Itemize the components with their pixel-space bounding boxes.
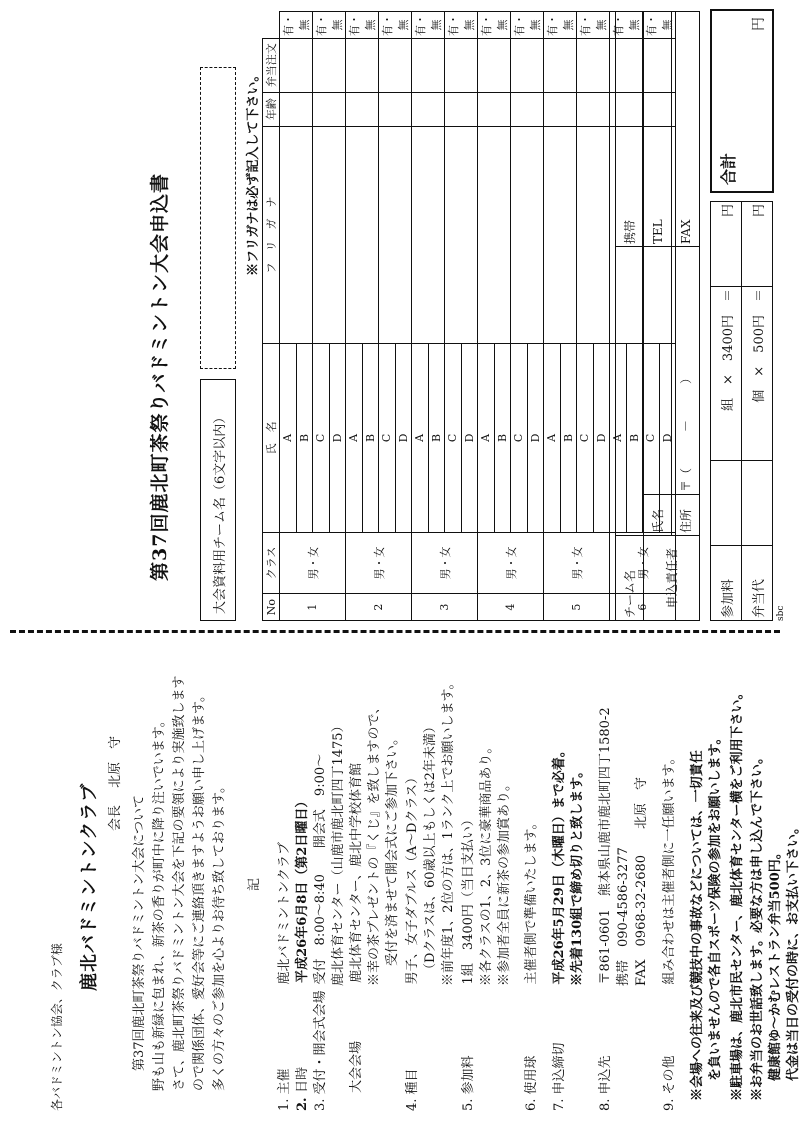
- kana-note: ※フリガナは必ず記入して下さい。: [246, 68, 261, 276]
- class-option[interactable]: A: [412, 344, 429, 533]
- age-input[interactable]: [313, 39, 346, 93]
- application-form: [10, 11, 786, 621]
- item-date: 2. 日時平成26年6月8日（第2日曜日）: [295, 794, 310, 1111]
- item-fee-line: ※各クラスの1、2、3位に豪華商品あり。: [479, 740, 494, 986]
- class-option[interactable]: C: [379, 344, 396, 533]
- header-age: 年齢: [263, 92, 280, 126]
- age-input[interactable]: [511, 39, 544, 93]
- contact-tel[interactable]: TEL: [644, 12, 672, 247]
- table-row: [511, 12, 528, 621]
- team-name-label-box: [200, 379, 236, 621]
- header-name: 氏 名: [263, 344, 280, 533]
- footer-mark: sbc: [776, 605, 786, 621]
- bento-choice[interactable]: 有・無: [511, 12, 544, 39]
- entry-amount[interactable]: 円: [711, 202, 742, 287]
- bento-choice[interactable]: 有・無: [445, 12, 478, 39]
- age-input[interactable]: [412, 39, 445, 93]
- team-name-input[interactable]: [200, 67, 236, 369]
- item-events-line: ※前年度1、2位の方は、1ランク上でお願いします。: [441, 676, 456, 986]
- kana-input[interactable]: [445, 92, 478, 126]
- class-option[interactable]: A: [478, 344, 495, 533]
- item-deadline-line: ※先着130組で締め切りと致します。: [570, 764, 585, 986]
- class-option[interactable]: D: [593, 344, 610, 533]
- note-line: 健康館ゆ～かむレストラン弁当500円。: [768, 846, 783, 1081]
- fee-table: [710, 201, 773, 621]
- class-option[interactable]: D: [527, 344, 544, 533]
- name-input[interactable]: [412, 126, 445, 343]
- name-input[interactable]: [445, 126, 478, 343]
- table-header: [263, 12, 280, 621]
- kana-input[interactable]: [511, 92, 544, 126]
- table-row: [379, 12, 396, 621]
- representative: [106, 736, 126, 831]
- row-number: 3: [412, 594, 478, 621]
- class-option[interactable]: B: [560, 344, 577, 533]
- age-input[interactable]: [379, 39, 412, 93]
- bento-count-input[interactable]: [742, 461, 773, 546]
- name-input[interactable]: [577, 126, 610, 343]
- class-option[interactable]: A: [280, 344, 297, 533]
- bento-choice[interactable]: 有・無: [544, 12, 577, 39]
- age-input[interactable]: [544, 39, 577, 93]
- gender-selector[interactable]: 男・女: [346, 532, 412, 594]
- row-number: 6: [610, 594, 676, 621]
- bento-choice[interactable]: 有・無: [610, 12, 643, 39]
- age-input[interactable]: [577, 39, 610, 93]
- contact-applicant-label: 申込責任者: [644, 536, 700, 621]
- kana-input[interactable]: [544, 92, 577, 126]
- form-title: 第37回鹿北町茶祭りバドミントン大会申込書: [149, 172, 171, 581]
- class-option[interactable]: C: [313, 344, 330, 533]
- item-fee-line: ※参加者全員に新茶の参加賞あり。: [497, 777, 512, 986]
- age-input[interactable]: [346, 39, 379, 93]
- age-input[interactable]: [445, 39, 478, 93]
- class-option[interactable]: B: [428, 344, 445, 533]
- item-contact-line: 携帯 090-4586-3277: [616, 847, 631, 986]
- note-line: ※会場への往来及び競技中の事故などについては、一切責任: [690, 750, 705, 1101]
- intro-line: 野も山も新緑に包まれ、新茶の香りが町中に降り注いでいます。: [152, 714, 167, 1091]
- class-option[interactable]: D: [329, 344, 346, 533]
- bento-fee-label: 弁当代: [742, 546, 773, 621]
- contact-team-label: チーム名: [616, 536, 644, 621]
- class-option[interactable]: C: [577, 344, 594, 533]
- name-input[interactable]: [280, 126, 313, 343]
- table-row: [412, 12, 429, 621]
- contact-fax[interactable]: FAX: [672, 12, 700, 247]
- item-venue: 大会会場鹿北体育センター、鹿北中学校体育館: [349, 762, 364, 1093]
- entry-count-input[interactable]: [711, 461, 742, 546]
- contact-address-label: 住所: [672, 495, 700, 536]
- name-input[interactable]: [478, 126, 511, 343]
- name-input[interactable]: [346, 126, 379, 343]
- bento-choice[interactable]: 有・無: [313, 12, 346, 39]
- header-class: クラス: [263, 532, 280, 594]
- table-row: [280, 12, 297, 621]
- kana-input[interactable]: [280, 92, 313, 126]
- kana-input[interactable]: [412, 92, 445, 126]
- contact-team-input[interactable]: [616, 247, 644, 536]
- total-yen: 円: [751, 17, 767, 31]
- intro-line: 第37回鹿北町茶祭りバドミントン大会について: [132, 794, 147, 1071]
- class-option[interactable]: C: [643, 344, 660, 533]
- cut-line: [10, 630, 780, 633]
- contact-table: [615, 11, 700, 621]
- bento-amount[interactable]: 円: [742, 202, 773, 287]
- header-bento: 弁当注文: [263, 39, 280, 93]
- class-option[interactable]: A: [346, 344, 363, 533]
- addressee: 各バドミントン協会、クラブ様: [50, 943, 64, 1111]
- representative-role: 会長: [108, 804, 123, 831]
- name-input[interactable]: [544, 126, 577, 343]
- entry-calc: 組 × 3400円 ＝: [711, 287, 742, 461]
- bento-choice[interactable]: 有・無: [643, 12, 676, 39]
- intro-line: ので関係団体、愛好会等にご連絡頂きますようお願い申し上げます。: [192, 689, 207, 1091]
- bento-choice[interactable]: 有・無: [478, 12, 511, 39]
- player-table: [262, 11, 676, 621]
- item-shuttle: 6. 使用球主催者側で準備いたします。: [524, 816, 539, 1111]
- item-host: 1. 主催鹿北バドミントンクラブ: [277, 841, 292, 1111]
- total-label: 合計: [719, 152, 738, 185]
- table-row: [313, 12, 330, 621]
- item-contact: 8. 申込先〒861-0601 熊本県山鹿市鹿北町四丁1580-2: [598, 707, 613, 1111]
- contact-mobile[interactable]: 携帯: [616, 12, 644, 247]
- header-kana: フ リ ガ ナ: [263, 126, 280, 343]
- class-option[interactable]: D: [461, 344, 478, 533]
- contact-name-input[interactable]: [644, 247, 672, 495]
- bento-choice[interactable]: 有・無: [412, 12, 445, 39]
- class-option[interactable]: A: [544, 344, 561, 533]
- note-line: 代金は当日の受付の時に、お支払い下さい。: [786, 820, 801, 1081]
- note-line: を負いませんので各自スポーツ保険の参加をお願いします。: [708, 731, 723, 1081]
- bento-choice[interactable]: 有・無: [346, 12, 379, 39]
- item-events: 4. 種目男子、女子ダブルス（A～Dクラス）: [405, 770, 420, 1111]
- table-row: [478, 12, 495, 621]
- class-option[interactable]: D: [395, 344, 412, 533]
- class-option[interactable]: C: [445, 344, 462, 533]
- team-name-label: 大会資料用チーム名（6文字以内）: [213, 410, 228, 614]
- bento-calc: 個 × 500円 ＝: [742, 287, 773, 461]
- name-input[interactable]: [379, 126, 412, 343]
- age-input[interactable]: [280, 39, 313, 93]
- class-option[interactable]: A: [610, 344, 627, 533]
- bento-choice[interactable]: 有・無: [577, 12, 610, 39]
- item-reception-line: 鹿北体育センター（山鹿市鹿北町四丁1475）: [331, 719, 346, 986]
- row-number: 4: [478, 594, 544, 621]
- ki-heading: 記: [247, 877, 262, 891]
- age-input[interactable]: [478, 39, 511, 93]
- notice-title: 鹿北バドミントンクラブ: [79, 782, 100, 991]
- note-line: ※駐車場は、鹿北市民センター、鹿北体育センター横をご利用下さい。: [730, 686, 745, 1101]
- note-line: ※お弁当のお世話致します。必要な方は申し込んで下さい。: [750, 751, 765, 1101]
- bento-choice[interactable]: 有・無: [280, 12, 313, 39]
- intro-line: 多くの方々のご参加を心よりお待ち致しております。: [212, 780, 227, 1091]
- kana-input[interactable]: [313, 92, 346, 126]
- contact-name-label: 氏名: [644, 495, 672, 536]
- class-option[interactable]: B: [362, 344, 379, 533]
- kana-input[interactable]: [478, 92, 511, 126]
- class-option[interactable]: C: [511, 344, 528, 533]
- table-row: [577, 12, 594, 621]
- item-events-line: （Dクラスは、60歳以上もしくは2年未満）: [423, 720, 438, 976]
- kana-input[interactable]: [379, 92, 412, 126]
- row-number: 2: [346, 594, 412, 621]
- item-contact-line: FAX 0968-32-2680 北原 守: [634, 776, 649, 986]
- item-other: 9. その他組み合わせは主催者側に一任願います。: [662, 751, 677, 1111]
- table-row: [346, 12, 363, 621]
- class-option[interactable]: B: [626, 344, 643, 533]
- kana-input[interactable]: [346, 92, 379, 126]
- gender-selector[interactable]: 男・女: [478, 532, 544, 594]
- class-option[interactable]: B: [296, 344, 313, 533]
- item-venue-line: ※幸の茶プレゼントの『くじ』を致しますので、: [367, 700, 382, 986]
- class-option[interactable]: D: [659, 344, 676, 533]
- kana-input[interactable]: [577, 92, 610, 126]
- item-venue-line: 受付を済ませて開会式にご参加下さい。: [385, 731, 400, 966]
- item-fee: 5. 参加料1組 3400円（当日支払い）: [461, 813, 476, 1111]
- header-no: No: [263, 594, 280, 621]
- row-number: 1: [280, 594, 346, 621]
- notice-section: [30, 641, 801, 1111]
- intro-line: さて、鹿北町茶祭りバドミントン大会を下記の要領により実施致します: [172, 675, 187, 1091]
- class-option[interactable]: B: [494, 344, 511, 533]
- item-reception: 3. 受付・開会式会場受付 8:00～8:40 開会式 9:00～: [313, 753, 328, 1111]
- gender-selector[interactable]: 男・女: [412, 532, 478, 594]
- item-deadline: 7. 申込締切平成26年5月29日（木曜日）まで必着。: [552, 744, 567, 1111]
- table-row: [445, 12, 462, 621]
- representative-name: 北原 守: [108, 735, 123, 788]
- table-row: [544, 12, 561, 621]
- name-input[interactable]: [313, 126, 346, 343]
- gender-selector[interactable]: 男・女: [544, 532, 610, 594]
- entry-fee-label: 参加料: [711, 546, 742, 621]
- gender-selector[interactable]: 男・女: [610, 532, 676, 594]
- name-input[interactable]: [511, 126, 544, 343]
- total-box[interactable]: [710, 9, 774, 193]
- gender-selector[interactable]: 男・女: [280, 532, 346, 594]
- row-number: 5: [544, 594, 610, 621]
- contact-address-input[interactable]: 〒（ － ）: [672, 247, 700, 495]
- bento-choice[interactable]: 有・無: [379, 12, 412, 39]
